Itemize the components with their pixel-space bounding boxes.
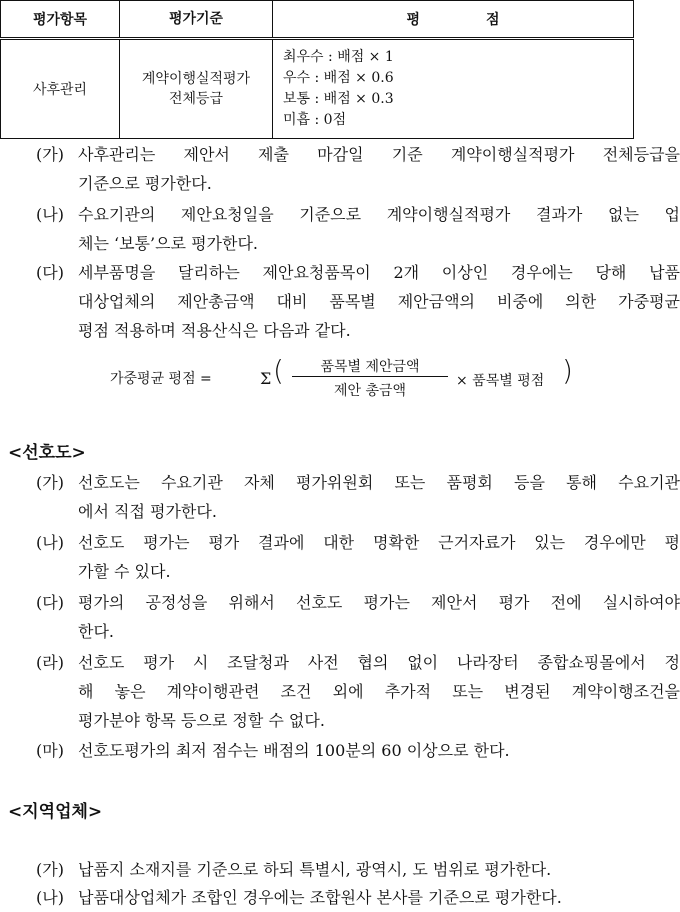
cell-eval-criteria: 계약이행실적평가 전체등급: [120, 39, 273, 139]
weighted-average-formula: [110, 354, 580, 404]
score-line: 우수 : 배점 × 0.6: [283, 70, 394, 86]
score-line: 보통 : 배점 × 0.3: [283, 91, 394, 107]
score-line: 미흡 : 0점: [283, 112, 347, 128]
list-item: (나) 납품대상업체가 조합인 경우에는 조합원사 본사를 기준으로 평가한다.: [36, 888, 562, 907]
list-item: (다) 세부품명을 달리하는 제안요청품목이 2개 이상인 경우에는 당해 납품 대상업체의 제안총금액 대비 품목별 제안금액의 비중에 의한 가중평균 평점 적용하며 적용산식은 다음과 같다.: [36, 263, 680, 340]
left-paren: (: [273, 354, 284, 387]
cell-score-list: [273, 39, 634, 139]
fraction-bar: [292, 376, 448, 377]
formula-numerator: 품목별 제안금액: [320, 359, 420, 375]
list-item: (가) 납품지 소재지를 기준으로 하되 특별시, 광역시, 도 범위로 평가한다.: [36, 860, 552, 879]
list-item: (가) 선호도는 수요기관 자체 평가위원회 또는 품평회 등을 통해 수요기관 에서 직접 평가한다.: [36, 473, 680, 521]
table-row: [1, 39, 634, 139]
formula-label: 가중평균 평점 =: [110, 371, 212, 387]
list-item: (나) 수요기관의 제안요청일을 기준으로 계약이행실적평가 결과가 없는 업 체는 ‘보통’으로 평가한다.: [36, 205, 680, 253]
list-item: (마) 선호도평가의 최저 점수는 배점의 100분의 60 이상으로 한다.: [36, 741, 510, 760]
formula-denominator: 제안 총금액: [333, 383, 407, 399]
section-heading-local-company: <지역업체>: [8, 802, 103, 822]
list-item: (나) 선호도 평가는 평가 결과에 대한 명확한 근거자료가 있는 경우에만 평 가할 수 있다.: [36, 533, 680, 581]
list-item: (다) 평가의 공정성을 위해서 선호도 평가는 제안서 평가 전에 실시하여야 한다.: [36, 593, 680, 641]
table-header-row: [1, 1, 634, 39]
list-item: (가) 사후관리는 제안서 제출 마감일 기준 계약이행실적평가 전체등급을 기준으로 평가한다.: [36, 145, 680, 193]
section-heading-preference: <선호도>: [8, 443, 86, 463]
evaluation-table: [0, 0, 634, 139]
formula-multiplier: × 품목별 평점: [456, 373, 545, 389]
header-eval-item: 평가항목: [1, 1, 120, 39]
cell-eval-item: 사후관리: [1, 39, 120, 139]
header-eval-criteria: 평가기준: [120, 1, 273, 39]
sigma-symbol: Σ: [260, 369, 272, 388]
header-score: 평 점: [273, 1, 634, 39]
right-paren: ): [562, 354, 573, 387]
score-line: 최우수 : 배점 × 1: [283, 49, 394, 65]
list-item: (라) 선호도 평가 시 조달청과 사전 협의 없이 나라장터 종합쇼핑몰에서 정 해 놓은 계약이행관련 조건 외에 추가적 또는 변경된 계약이행조건을 평가분야 항목 등으로 정할 수 없다.: [36, 653, 680, 730]
